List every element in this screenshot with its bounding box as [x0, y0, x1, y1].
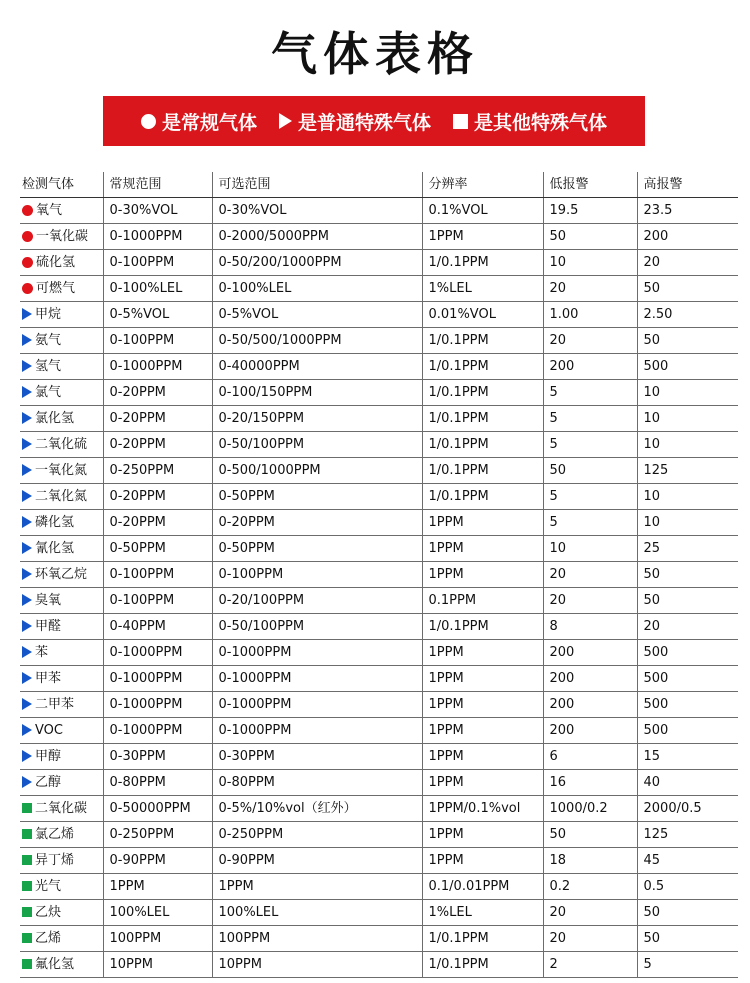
table-row: [20, 380, 738, 406]
gas-name-cell: [20, 796, 103, 822]
gas-name: 氨气: [35, 332, 62, 348]
gas-name-cell: [20, 510, 103, 536]
table-cell: 20: [543, 588, 637, 614]
table-row: [20, 354, 738, 380]
table-row: [20, 458, 738, 484]
table-cell: 1PPM: [422, 510, 543, 536]
gas-name-cell: [20, 406, 103, 432]
table-cell: 5: [637, 952, 738, 978]
column-header: 检测气体: [20, 172, 103, 198]
table-cell: 5: [543, 432, 637, 458]
triangle-icon: [22, 438, 32, 450]
table-cell: 10: [637, 432, 738, 458]
table-cell: 15: [637, 744, 738, 770]
gas-name: 氢气: [35, 358, 62, 374]
table-cell: 5: [543, 510, 637, 536]
table-cell: 18: [543, 848, 637, 874]
table-cell: 2.50: [637, 302, 738, 328]
table-cell: 20: [543, 562, 637, 588]
table-cell: 0-20/150PPM: [212, 406, 422, 432]
table-cell: 1%LEL: [422, 900, 543, 926]
table-cell: 500: [637, 718, 738, 744]
gas-name-cell: [20, 458, 103, 484]
page-title: 气体表格: [271, 27, 479, 81]
table-cell: 0-80PPM: [103, 770, 212, 796]
gas-name-cell: [20, 640, 103, 666]
gas-name: 甲醛: [35, 618, 62, 634]
table-cell: 0-50000PPM: [103, 796, 212, 822]
table-row: [20, 692, 738, 718]
triangle-icon: [22, 594, 32, 606]
table-cell: 200: [543, 718, 637, 744]
table-cell: 1/0.1PPM: [422, 380, 543, 406]
legend-label: 是普通特殊气体: [297, 111, 431, 134]
table-cell: 20: [543, 900, 637, 926]
table-cell: 5: [543, 406, 637, 432]
table-cell: 0.1%VOL: [422, 198, 543, 224]
table-cell: 1PPM: [422, 224, 543, 250]
table-cell: 0.2: [543, 874, 637, 900]
table-cell: 0-1000PPM: [212, 640, 422, 666]
gas-name: 磷化氢: [35, 514, 75, 530]
table-cell: 2000/0.5: [637, 796, 738, 822]
triangle-icon: [22, 360, 32, 372]
table-cell: 1%LEL: [422, 276, 543, 302]
gas-name: VOC: [35, 722, 63, 738]
gas-name-cell: [20, 380, 103, 406]
table-cell: 1.00: [543, 302, 637, 328]
table-cell: 0-100PPM: [103, 328, 212, 354]
table-row: [20, 666, 738, 692]
gas-name-cell: [20, 952, 103, 978]
table-cell: 5: [543, 380, 637, 406]
table-cell: 23.5: [637, 198, 738, 224]
table-cell: 0-20PPM: [103, 484, 212, 510]
table-cell: 50: [637, 562, 738, 588]
table-cell: 200: [543, 640, 637, 666]
table-cell: 0-5%/10%vol（红外）: [212, 796, 422, 822]
table-cell: 500: [637, 666, 738, 692]
table-cell: 1PPM: [422, 692, 543, 718]
table-row: [20, 718, 738, 744]
gas-name-cell: [20, 198, 103, 224]
square-icon: [22, 959, 32, 969]
table-cell: 50: [543, 822, 637, 848]
square-icon: [453, 114, 468, 129]
table-cell: 0-20PPM: [212, 510, 422, 536]
table-cell: 40: [637, 770, 738, 796]
gas-name: 二氧化氮: [35, 488, 88, 504]
table-cell: 0-250PPM: [103, 458, 212, 484]
table-row: [20, 510, 738, 536]
table-cell: 0-1000PPM: [212, 718, 422, 744]
gas-name-cell: [20, 562, 103, 588]
table-cell: 0-20/100PPM: [212, 588, 422, 614]
column-header: 可选范围: [212, 172, 422, 198]
gas-name: 苯: [35, 644, 49, 660]
legend-item-regular: [141, 108, 257, 135]
table-cell: 1PPM: [422, 666, 543, 692]
table-row: [20, 952, 738, 978]
table-cell: 0-100%LEL: [103, 276, 212, 302]
table-row: [20, 328, 738, 354]
square-icon: [22, 803, 32, 813]
table-cell: 100%LEL: [103, 900, 212, 926]
table-cell: 0-250PPM: [103, 822, 212, 848]
gas-name-cell: [20, 484, 103, 510]
table-cell: 0-1000PPM: [212, 692, 422, 718]
table-cell: 0-2000/5000PPM: [212, 224, 422, 250]
gas-name-cell: [20, 900, 103, 926]
table-cell: 1PPM: [422, 718, 543, 744]
gas-name: 一氧化氮: [35, 462, 88, 478]
table-row: [20, 744, 738, 770]
table-row: [20, 770, 738, 796]
table-row: [20, 900, 738, 926]
gas-name-cell: [20, 744, 103, 770]
table-cell: 200: [543, 692, 637, 718]
column-header: 分辨率: [422, 172, 543, 198]
gas-name: 二氧化碳: [35, 800, 88, 816]
table-cell: 1/0.1PPM: [422, 484, 543, 510]
gas-name: 氟化氢: [35, 956, 75, 972]
gas-name-cell: [20, 276, 103, 302]
table-cell: 0-100PPM: [103, 562, 212, 588]
table-cell: 2: [543, 952, 637, 978]
table-cell: 1PPM: [212, 874, 422, 900]
table-cell: 0-20PPM: [103, 406, 212, 432]
gas-name: 异丁烯: [35, 852, 75, 868]
table-cell: 100PPM: [212, 926, 422, 952]
triangle-icon: [22, 724, 32, 736]
table-cell: 0-30%VOL: [212, 198, 422, 224]
table-cell: 0-100PPM: [103, 588, 212, 614]
table-cell: 20: [543, 328, 637, 354]
circle-icon: [141, 114, 156, 129]
square-icon: [22, 933, 32, 943]
table-cell: 1PPM: [422, 562, 543, 588]
table-cell: 1/0.1PPM: [422, 458, 543, 484]
gas-name-cell: [20, 432, 103, 458]
triangle-icon: [22, 490, 32, 502]
table-cell: 10: [637, 484, 738, 510]
table-cell: 0-1000PPM: [103, 666, 212, 692]
table-cell: 5: [543, 484, 637, 510]
table-cell: 0.5: [637, 874, 738, 900]
gas-name: 臭氧: [35, 592, 62, 608]
gas-name: 甲苯: [35, 670, 62, 686]
table-cell: 0.01%VOL: [422, 302, 543, 328]
legend-item-special: [279, 108, 431, 135]
table-cell: 200: [637, 224, 738, 250]
square-icon: [22, 907, 32, 917]
table-cell: 0-5%VOL: [103, 302, 212, 328]
table-cell: 20: [543, 276, 637, 302]
table-cell: 0-50PPM: [212, 484, 422, 510]
table-cell: 200: [543, 354, 637, 380]
table-cell: 0-40000PPM: [212, 354, 422, 380]
table-cell: 0-100%LEL: [212, 276, 422, 302]
gas-name: 氯化氢: [35, 410, 75, 426]
circle-icon: [22, 283, 33, 294]
table-cell: 50: [637, 328, 738, 354]
square-icon: [22, 829, 32, 839]
table-row: [20, 432, 738, 458]
column-header: 低报警: [543, 172, 637, 198]
table-cell: 1/0.1PPM: [422, 926, 543, 952]
triangle-icon: [22, 542, 32, 554]
table-header-row: [20, 172, 738, 198]
table-cell: 0-100PPM: [103, 250, 212, 276]
table-cell: 500: [637, 354, 738, 380]
triangle-icon: [22, 698, 32, 710]
table-cell: 125: [637, 822, 738, 848]
gas-name-cell: [20, 822, 103, 848]
table-cell: 10: [543, 536, 637, 562]
table-cell: 16: [543, 770, 637, 796]
table-cell: 1/0.1PPM: [422, 328, 543, 354]
table-cell: 0-50/100PPM: [212, 614, 422, 640]
table-cell: 200: [543, 666, 637, 692]
table-cell: 50: [637, 588, 738, 614]
table-cell: 1PPM: [422, 640, 543, 666]
gas-name-cell: [20, 328, 103, 354]
gas-name: 甲醇: [35, 748, 62, 764]
table-cell: 0-5%VOL: [212, 302, 422, 328]
gas-name: 氯气: [35, 384, 62, 400]
triangle-icon: [22, 620, 32, 632]
table-cell: 0-1000PPM: [103, 718, 212, 744]
table-cell: 1PPM: [103, 874, 212, 900]
table-cell: 0-50PPM: [212, 536, 422, 562]
table-row: [20, 484, 738, 510]
table-row: [20, 198, 738, 224]
column-header: 常规范围: [103, 172, 212, 198]
table-row: [20, 822, 738, 848]
table-row: [20, 614, 738, 640]
table-cell: 10: [637, 406, 738, 432]
table-cell: 100PPM: [103, 926, 212, 952]
triangle-icon: [22, 568, 32, 580]
table-cell: 0-20PPM: [103, 510, 212, 536]
table-cell: 1/0.1PPM: [422, 952, 543, 978]
table-cell: 1/0.1PPM: [422, 406, 543, 432]
table-cell: 6: [543, 744, 637, 770]
table-cell: 8: [543, 614, 637, 640]
table-cell: 10: [637, 510, 738, 536]
table-cell: 0-1000PPM: [103, 692, 212, 718]
gas-name-cell: [20, 692, 103, 718]
table-cell: 1PPM: [422, 848, 543, 874]
table-cell: 0-20PPM: [103, 380, 212, 406]
gas-name-cell: [20, 926, 103, 952]
table-cell: 1PPM: [422, 536, 543, 562]
gas-name: 氯乙烯: [35, 826, 75, 842]
gas-name: 乙醇: [35, 774, 62, 790]
table-cell: 0-1000PPM: [103, 224, 212, 250]
gas-name-cell: [20, 874, 103, 900]
table-cell: 10: [543, 250, 637, 276]
table-row: [20, 406, 738, 432]
table-row: [20, 276, 738, 302]
triangle-icon: [22, 308, 32, 320]
table-cell: 50: [637, 926, 738, 952]
circle-icon: [22, 205, 33, 216]
table-cell: 50: [637, 276, 738, 302]
table-row: [20, 640, 738, 666]
triangle-icon: [22, 334, 32, 346]
gas-name-cell: [20, 354, 103, 380]
table-row: [20, 848, 738, 874]
table-cell: 25: [637, 536, 738, 562]
gas-name: 一氧化碳: [36, 228, 89, 244]
table-cell: 1PPM: [422, 770, 543, 796]
table-cell: 1000/0.2: [543, 796, 637, 822]
table-cell: 0-80PPM: [212, 770, 422, 796]
gas-name: 氰化氢: [35, 540, 75, 556]
table-cell: 1/0.1PPM: [422, 614, 543, 640]
table-row: [20, 796, 738, 822]
table-cell: 45: [637, 848, 738, 874]
table-cell: 125: [637, 458, 738, 484]
gas-name: 环氧乙烷: [35, 566, 88, 582]
triangle-icon: [22, 516, 32, 528]
gas-name: 二氧化硫: [35, 436, 88, 452]
table-row: [20, 224, 738, 250]
table-cell: 1/0.1PPM: [422, 354, 543, 380]
gas-name: 甲烷: [35, 306, 62, 322]
gas-name: 可燃气: [36, 280, 76, 296]
table-cell: 0-100PPM: [212, 562, 422, 588]
table-cell: 0-500/1000PPM: [212, 458, 422, 484]
table-cell: 20: [637, 250, 738, 276]
gas-name: 二甲苯: [35, 696, 75, 712]
legend-banner: [103, 96, 645, 146]
triangle-icon: [22, 776, 32, 788]
circle-icon: [22, 231, 33, 242]
table-row: [20, 536, 738, 562]
table-cell: 0-100/150PPM: [212, 380, 422, 406]
table-cell: 1PPM/0.1%vol: [422, 796, 543, 822]
legend-label: 是常规气体: [161, 111, 257, 134]
gas-name-cell: [20, 536, 103, 562]
table-cell: 0-1000PPM: [212, 666, 422, 692]
gas-name: 硫化氢: [36, 254, 76, 270]
table-cell: 0-30PPM: [212, 744, 422, 770]
table-cell: 0-50/100PPM: [212, 432, 422, 458]
table-cell: 0.1PPM: [422, 588, 543, 614]
table-cell: 0-20PPM: [103, 432, 212, 458]
table-row: [20, 874, 738, 900]
gas-table: [20, 172, 738, 978]
gas-name: 乙烯: [35, 930, 62, 946]
legend-label: 是其他特殊气体: [474, 111, 608, 134]
table-cell: 0-50/200/1000PPM: [212, 250, 422, 276]
table-row: [20, 562, 738, 588]
triangle-icon: [22, 672, 32, 684]
table-cell: 0-1000PPM: [103, 640, 212, 666]
table-cell: 500: [637, 640, 738, 666]
table-cell: 100%LEL: [212, 900, 422, 926]
table-cell: 10PPM: [103, 952, 212, 978]
gas-name-cell: [20, 718, 103, 744]
gas-name-cell: [20, 614, 103, 640]
triangle-icon: [22, 750, 32, 762]
table-cell: 10: [637, 380, 738, 406]
triangle-icon: [22, 646, 32, 658]
table-cell: 0-50PPM: [103, 536, 212, 562]
column-header: 高报警: [637, 172, 738, 198]
triangle-icon: [22, 386, 32, 398]
table-body: [20, 198, 738, 978]
gas-name-cell: [20, 302, 103, 328]
triangle-icon: [279, 113, 292, 129]
table-cell: 0-30%VOL: [103, 198, 212, 224]
table-cell: 0-40PPM: [103, 614, 212, 640]
table-cell: 50: [543, 224, 637, 250]
table-cell: 0-1000PPM: [103, 354, 212, 380]
gas-name-cell: [20, 848, 103, 874]
gas-name-cell: [20, 250, 103, 276]
table-row: [20, 926, 738, 952]
gas-name-cell: [20, 224, 103, 250]
table-cell: 0-30PPM: [103, 744, 212, 770]
table-cell: 19.5: [543, 198, 637, 224]
gas-name-cell: [20, 666, 103, 692]
table-cell: 500: [637, 692, 738, 718]
gas-name: 乙炔: [35, 904, 62, 920]
table-cell: 50: [637, 900, 738, 926]
triangle-icon: [22, 464, 32, 476]
table-cell: 0-90PPM: [212, 848, 422, 874]
legend-item-other: [453, 108, 607, 135]
table-cell: 1/0.1PPM: [422, 432, 543, 458]
table-cell: 0-90PPM: [103, 848, 212, 874]
table-cell: 1PPM: [422, 822, 543, 848]
square-icon: [22, 855, 32, 865]
table-cell: 10PPM: [212, 952, 422, 978]
table-cell: 1PPM: [422, 744, 543, 770]
table-cell: 0.1/0.01PPM: [422, 874, 543, 900]
table-cell: 20: [543, 926, 637, 952]
table-row: [20, 302, 738, 328]
gas-name: 光气: [35, 878, 62, 894]
table-row: [20, 588, 738, 614]
triangle-icon: [22, 412, 32, 424]
circle-icon: [22, 257, 33, 268]
table-cell: 50: [543, 458, 637, 484]
table-cell: 0-250PPM: [212, 822, 422, 848]
table-cell: 0-50/500/1000PPM: [212, 328, 422, 354]
gas-name: 氧气: [36, 202, 63, 218]
square-icon: [22, 881, 32, 891]
table-cell: 20: [637, 614, 738, 640]
table-cell: 1/0.1PPM: [422, 250, 543, 276]
gas-name-cell: [20, 770, 103, 796]
gas-name-cell: [20, 588, 103, 614]
table-row: [20, 250, 738, 276]
